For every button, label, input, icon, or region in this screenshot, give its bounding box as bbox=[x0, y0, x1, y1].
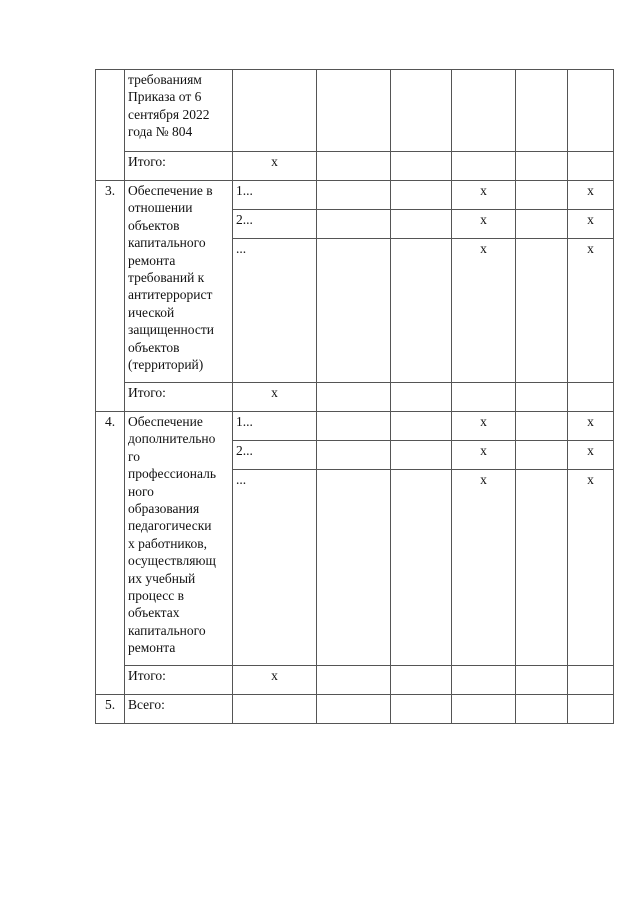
description-line: осуществляющ bbox=[128, 553, 216, 569]
table-cell bbox=[317, 412, 391, 441]
table-cell bbox=[516, 695, 568, 724]
item-label: 1... bbox=[233, 181, 317, 210]
table-cell bbox=[317, 470, 391, 666]
mark-cell: x bbox=[233, 152, 317, 181]
table-cell bbox=[391, 70, 452, 152]
description-line: Обеспечение в bbox=[128, 183, 213, 198]
description-line: сентября 2022 bbox=[128, 106, 210, 122]
description-line: х работников, bbox=[128, 535, 208, 551]
mark-cell: x bbox=[568, 181, 614, 210]
description-line: требованиям bbox=[128, 72, 202, 87]
mark-cell: x bbox=[568, 239, 614, 383]
table-cell bbox=[568, 695, 614, 724]
table-cell bbox=[516, 70, 568, 152]
description-line: объектов bbox=[128, 339, 180, 355]
row-number-cell bbox=[96, 70, 125, 181]
table-cell bbox=[317, 239, 391, 383]
description-line: профессиональ bbox=[128, 466, 216, 482]
table-cell bbox=[516, 152, 568, 181]
table-cell bbox=[516, 239, 568, 383]
table-cell bbox=[317, 383, 391, 412]
table-cell bbox=[568, 383, 614, 412]
description-line: отношении bbox=[128, 200, 193, 216]
table-cell bbox=[317, 70, 391, 152]
row-number: 5. bbox=[96, 695, 125, 724]
description-line: ного bbox=[128, 483, 154, 499]
mark-cell: x bbox=[568, 412, 614, 441]
table-cell bbox=[568, 666, 614, 695]
table-cell bbox=[391, 441, 452, 470]
table-cell bbox=[391, 239, 452, 383]
table-cell bbox=[317, 181, 391, 210]
table-cell bbox=[516, 441, 568, 470]
row-number: 3. bbox=[96, 181, 125, 412]
table-cell bbox=[391, 695, 452, 724]
subtotal-label: Итого: bbox=[125, 152, 233, 181]
table-cell bbox=[317, 441, 391, 470]
table-cell bbox=[391, 470, 452, 666]
description-line: ремонта bbox=[128, 252, 176, 268]
mark-cell: x bbox=[452, 210, 516, 239]
description-line: го bbox=[128, 448, 140, 464]
table-cell bbox=[317, 666, 391, 695]
description-line: дополнительно bbox=[128, 431, 216, 447]
table-cell bbox=[391, 152, 452, 181]
document-table bbox=[95, 69, 614, 724]
item-label: 2... bbox=[233, 441, 317, 470]
table-cell bbox=[452, 666, 516, 695]
table-cell bbox=[233, 70, 317, 152]
item-label: ... bbox=[233, 239, 317, 383]
table-cell bbox=[233, 695, 317, 724]
table-cell bbox=[391, 383, 452, 412]
item-label: 2... bbox=[233, 210, 317, 239]
table-cell bbox=[516, 383, 568, 412]
item-label: ... bbox=[233, 470, 317, 666]
mark-cell: x bbox=[233, 383, 317, 412]
subtotal-row bbox=[96, 383, 614, 412]
subtotal-row bbox=[96, 666, 614, 695]
description-line: образования bbox=[128, 501, 200, 517]
item-label: 1... bbox=[233, 412, 317, 441]
mark-cell: x bbox=[452, 181, 516, 210]
description-line: года № 804 bbox=[128, 124, 193, 140]
description-line: Приказа от 6 bbox=[128, 89, 202, 105]
table-cell bbox=[452, 695, 516, 724]
table-cell bbox=[516, 181, 568, 210]
table-cell bbox=[568, 70, 614, 152]
description-line: (территорий) bbox=[128, 357, 204, 373]
mark-cell: x bbox=[452, 412, 516, 441]
mark-cell: x bbox=[568, 210, 614, 239]
mark-cell: x bbox=[568, 441, 614, 470]
table-row bbox=[96, 181, 614, 210]
row-description bbox=[125, 412, 233, 666]
table-cell bbox=[516, 210, 568, 239]
description-line: защищенности bbox=[128, 322, 214, 338]
table-row bbox=[96, 412, 614, 441]
grand-total-label: Всего: bbox=[125, 695, 233, 724]
table-cell bbox=[391, 181, 452, 210]
subtotal-label: Итого: bbox=[125, 383, 233, 412]
table-cell bbox=[317, 695, 391, 724]
row-number: 4. bbox=[96, 412, 125, 695]
table-cell bbox=[391, 412, 452, 441]
grand-total-row bbox=[96, 695, 614, 724]
table-cell bbox=[516, 666, 568, 695]
table-cell bbox=[452, 383, 516, 412]
subtotal-row bbox=[96, 152, 614, 181]
description-line: ремонта bbox=[128, 640, 176, 656]
description-line: антитеррорист bbox=[128, 287, 213, 303]
row-description bbox=[125, 70, 233, 152]
mark-cell: x bbox=[233, 666, 317, 695]
table-cell bbox=[452, 152, 516, 181]
table-cell bbox=[516, 412, 568, 441]
table-cell bbox=[516, 470, 568, 666]
table-cell bbox=[317, 210, 391, 239]
table-cell bbox=[452, 70, 516, 152]
description-line: капитального bbox=[128, 235, 206, 251]
description-line: их учебный bbox=[128, 570, 196, 586]
description-line: процесс в bbox=[128, 588, 185, 604]
table-cell bbox=[391, 210, 452, 239]
description-line: капитального bbox=[128, 622, 206, 638]
row-description bbox=[125, 181, 233, 383]
description-line: Обеспечение bbox=[128, 414, 203, 429]
mark-cell: x bbox=[452, 239, 516, 383]
table-row bbox=[96, 70, 614, 152]
mark-cell: x bbox=[452, 441, 516, 470]
table-cell bbox=[317, 152, 391, 181]
description-line: объектов bbox=[128, 217, 180, 233]
mark-cell: x bbox=[452, 470, 516, 666]
description-line: требований к bbox=[128, 270, 205, 286]
description-line: объектах bbox=[128, 605, 180, 621]
mark-cell: x bbox=[568, 470, 614, 666]
table-cell bbox=[391, 666, 452, 695]
table-cell bbox=[568, 152, 614, 181]
description-line: ической bbox=[128, 304, 175, 320]
description-line: педагогически bbox=[128, 518, 212, 534]
subtotal-label: Итого: bbox=[125, 666, 233, 695]
